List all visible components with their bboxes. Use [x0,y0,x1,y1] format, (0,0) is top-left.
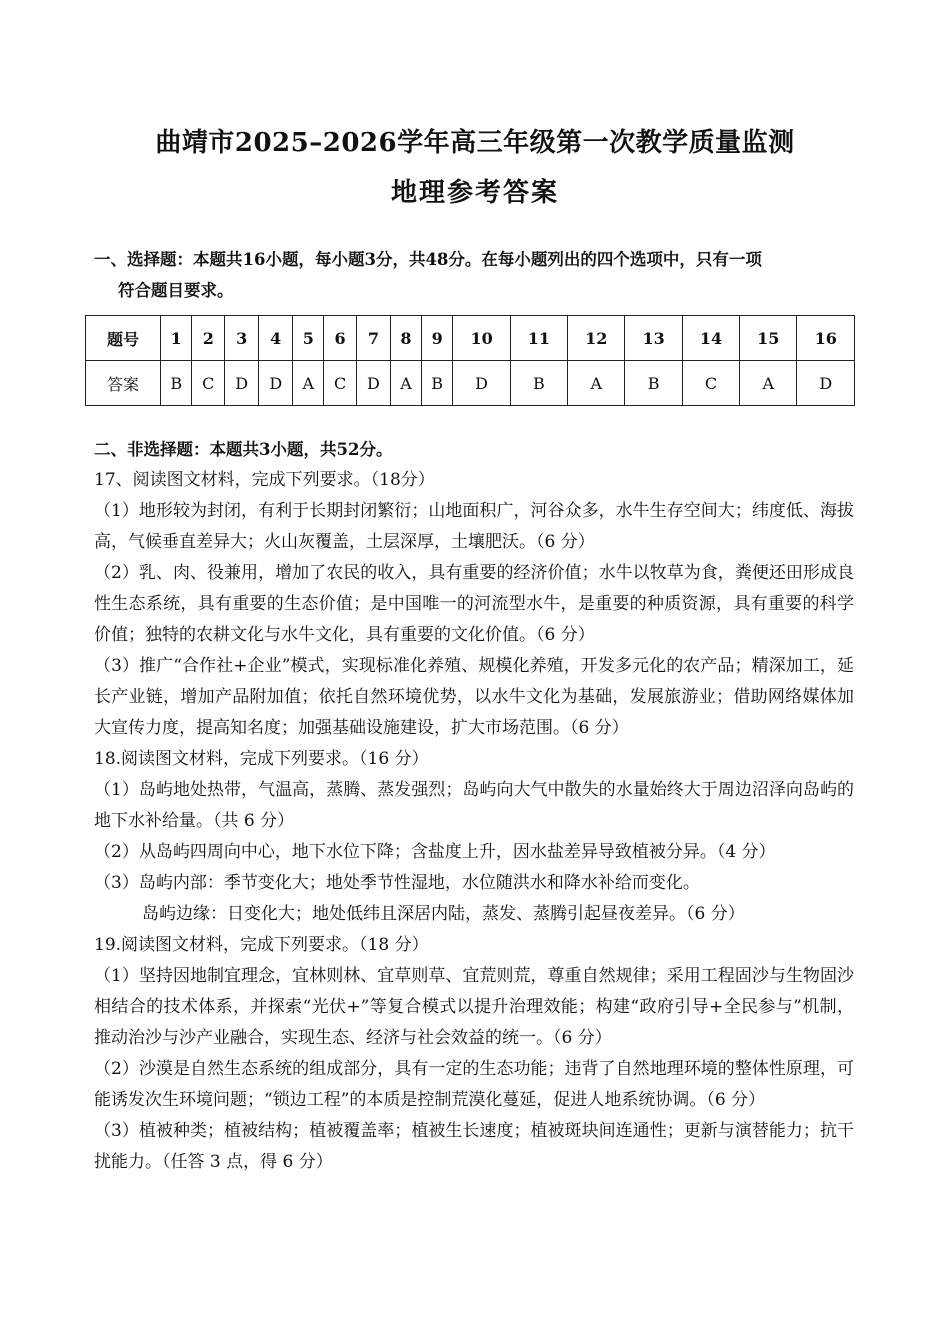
answer-cell: D [356,361,390,406]
q18-answer-3-cont: 岛屿边缘：日变化大；地处低纬且深居内陆，蒸发、蒸腾引起昼夜差异。（6 分） [142,904,745,924]
question-number: 10 [453,316,510,361]
answer-cell: D [797,361,855,406]
question-number: 13 [625,316,682,361]
q19-answer-2: （2）沙漠是自然生态系统的组成部分，具有一定的生态功能；违背了自然地理环境的整体性原理，可能诱发次生环境问题；“锁边工程”的本质是控制荒漠化蔓延，促进人地系统协调。（6 分） [94,1059,854,1110]
q18-answer-1: （1）岛屿地处热带，气温高，蒸腾、蒸发强烈；岛屿向大气中散失的水量始终大于周边沼泽向岛屿的地下水补给量。（共 6 分） [94,780,854,831]
question-number: 7 [356,316,390,361]
question-number: 3 [225,316,259,361]
answer-cell: A [390,361,421,406]
answer-cell: C [192,361,225,406]
q19-answer-3: （3）植被种类；植被结构；植被覆盖率；植被生长速度；植被斑块间连通性；更新与演替能力；抗干扰能力。（任答 3 点，得 6 分） [94,1121,854,1172]
answer-cell: A [568,361,625,406]
question-number-row [86,316,855,361]
section1-line1: 一、选择题：本题共16小题，每小题3分，共48分。在每小题列出的四个选项中，只有一项 [94,250,762,269]
question-number: 12 [568,316,625,361]
answer-cell: D [453,361,510,406]
answer-cell: C [682,361,739,406]
question-number: 5 [293,316,324,361]
question-number: 14 [682,316,739,361]
question-number: 11 [510,316,567,361]
question-number: 2 [192,316,225,361]
answer-cell: B [625,361,682,406]
question-number: 9 [421,316,452,361]
q19-answer-1: （1）坚持因地制宜理念，宜林则林、宜草则草、宜荒则荒，尊重自然规律；采用工程固沙与生物固沙相结合的技术体系，并探索“光伏+”等复合模式以提升治理效能；构建“政府引导+全民参与”机制，推动治沙与沙产业融合，实现生态、经济与社会效益的统一。（6 分） [94,966,854,1048]
question-number: 8 [390,316,421,361]
section1-instructions [94,244,864,306]
question-number: 16 [797,316,855,361]
answer-cell: A [740,361,797,406]
document-subtitle: 地理参考答案 [390,178,559,208]
question-number: 4 [259,316,293,361]
answer-cell: D [225,361,259,406]
answer-table [85,315,855,406]
question-number: 1 [161,316,192,361]
answer-row [86,361,855,406]
q17-answer-2: （2）乳、肉、役兼用，增加了农民的收入，具有重要的经济价值；水牛以牧草为食，粪便还田形成良性生态系统，具有重要的生态价值；是中国唯一的河流型水牛，是重要的种质资源，具有重要的科学价值；独特的农耕文化与水牛文化，具有重要的文化价值。（6 分） [94,563,854,645]
answer-cell: B [161,361,192,406]
q18-answer-2: （2）从岛屿四周向中心，地下水位下降；含盐度上升，因水盐差异导致植被分异。（4 分） [94,842,776,862]
question-number: 6 [324,316,357,361]
q18-answer-3: （3）岛屿内部：季节变化大；地处季节性湿地，水位随洪水和降水补给而变化。 [94,873,700,893]
answer-cell: B [510,361,567,406]
q18-title: 18.阅读图文材料，完成下列要求。（16 分） [94,749,429,769]
answer-cell: A [293,361,324,406]
section2-body [94,434,854,1178]
answer-cell: D [259,361,293,406]
row-header-number: 题号 [86,316,161,361]
answer-cell: B [421,361,452,406]
q19-title: 19.阅读图文材料，完成下列要求。（18 分） [94,935,429,955]
document-title: 曲靖市2025–2026学年高三年级第一次教学质量监测 [155,128,795,158]
q17-answer-1: （1）地形较为封闭，有利于长期封闭繁衍；山地面积广，河谷众多，水牛生存空间大；纬度低、海拔高，气候垂直差异大；火山灰覆盖，土层深厚，土壤肥沃。（6 分） [94,501,854,552]
section2-heading: 二、非选择题：本题共3小题，共52分。 [94,440,393,459]
question-number: 15 [740,316,797,361]
answer-cell: C [324,361,357,406]
q17-answer-3: （3）推广“合作社+企业”模式，实现标准化养殖、规模化养殖，开发多元化的农产品；精深加工，延长产业链，增加产品附加值；依托自然环境优势，以水牛文化为基础，发展旅游业；借助网络媒体加大宣传力度，提高知名度；加强基础设施建设，扩大市场范围。（6 分） [94,656,854,738]
row-header-answer: 答案 [86,361,161,406]
q17-title: 17、阅读图文材料，完成下列要求。（18分） [94,470,435,490]
section1-line2: 符合题目要求。 [118,281,234,300]
